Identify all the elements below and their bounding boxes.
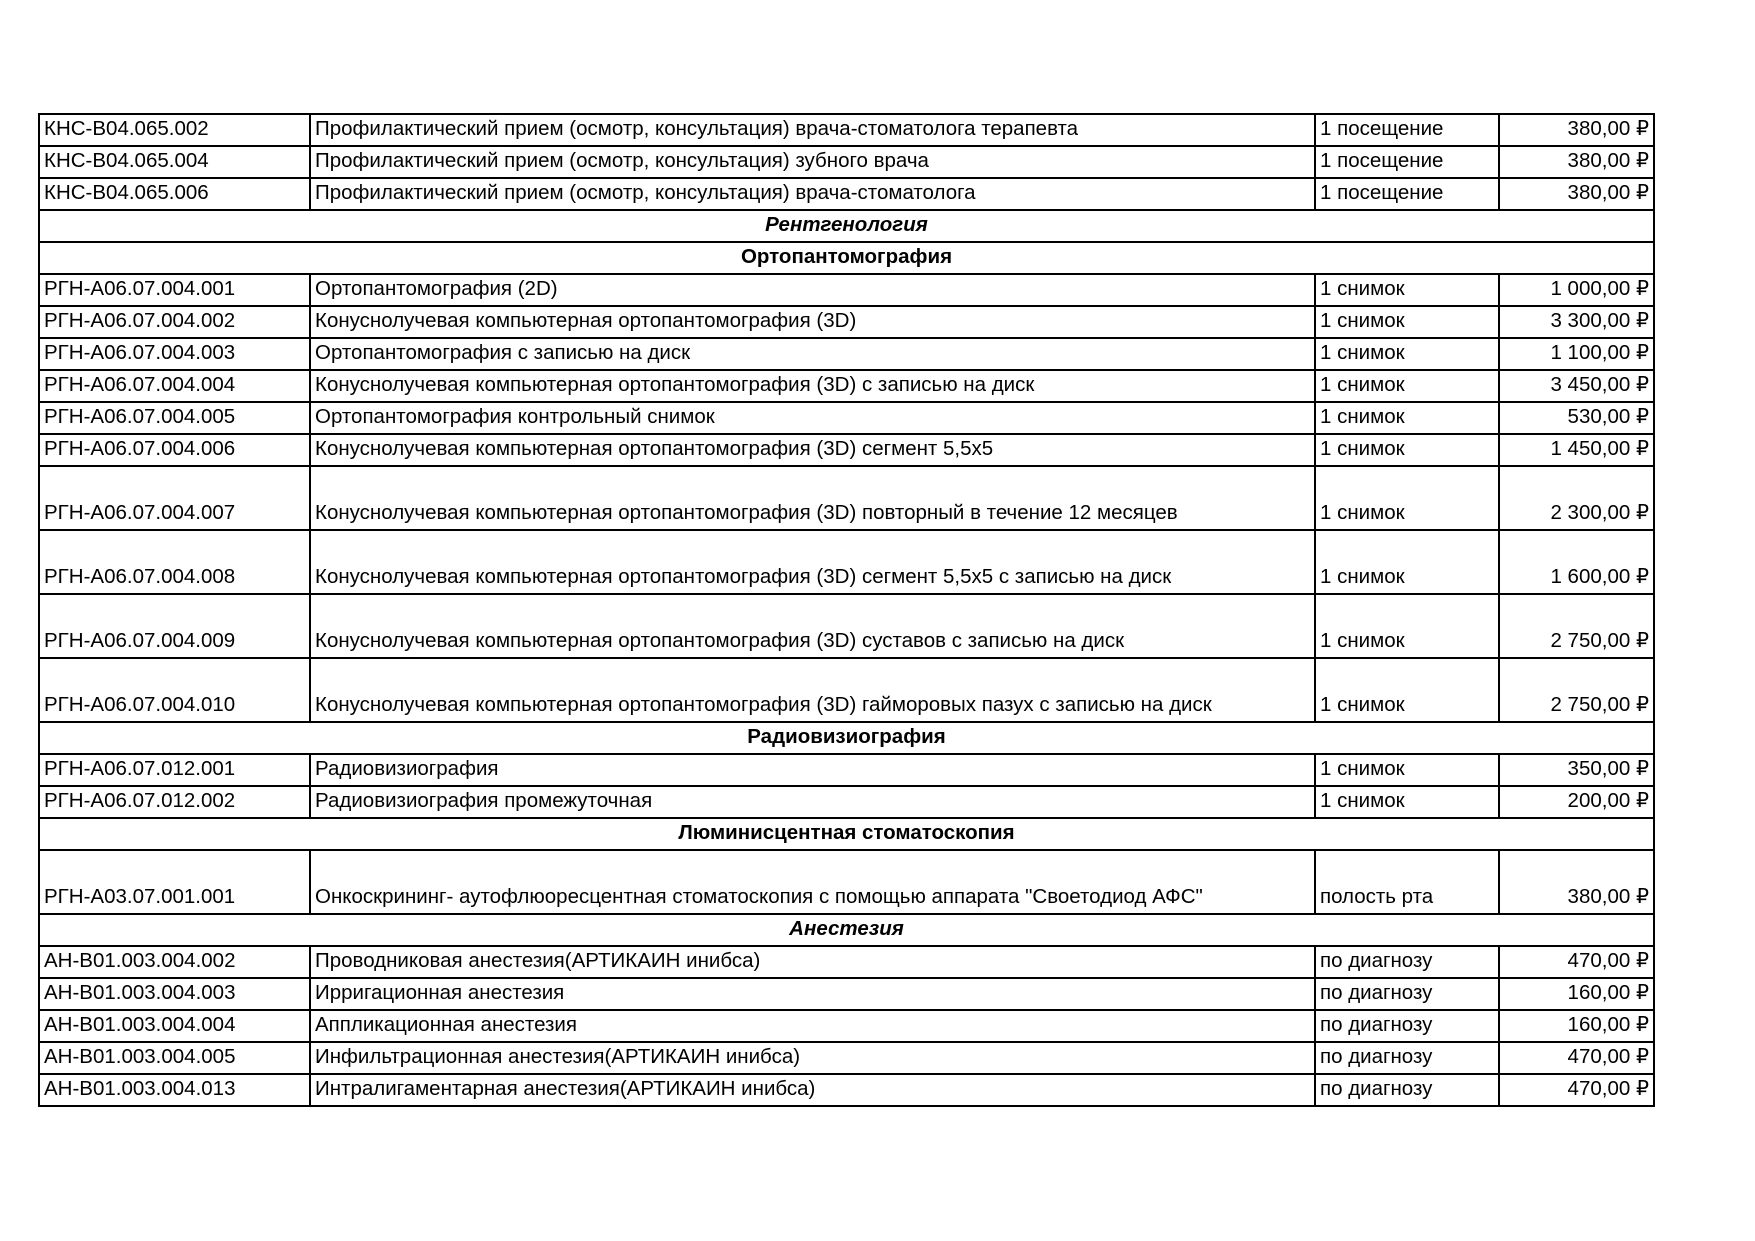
- service-code: РГН-A03.07.001.001: [39, 850, 310, 914]
- service-price: 160,00 ₽: [1499, 978, 1654, 1010]
- service-price: 470,00 ₽: [1499, 1074, 1654, 1106]
- service-row: [39, 306, 1654, 338]
- service-price: 160,00 ₽: [1499, 1010, 1654, 1042]
- service-code: РГН-A06.07.004.002: [39, 306, 310, 338]
- section-title: Анестезия: [39, 914, 1654, 946]
- service-row: [39, 786, 1654, 818]
- service-row: [39, 946, 1654, 978]
- service-code: АН-B01.003.004.002: [39, 946, 310, 978]
- section-title: Люминисцентная стоматоскопия: [39, 818, 1654, 850]
- service-row: [39, 1010, 1654, 1042]
- service-name: Ирригационная анестезия: [310, 978, 1315, 1010]
- section-header-row: [39, 722, 1654, 754]
- service-unit: 1 снимок: [1315, 786, 1499, 818]
- service-name: Профилактический прием (осмотр, консультация) врача-стоматолога терапевта: [310, 114, 1315, 146]
- service-unit: 1 снимок: [1315, 434, 1499, 466]
- service-row: [39, 530, 1654, 594]
- service-code: АН-B01.003.004.003: [39, 978, 310, 1010]
- service-row: [39, 370, 1654, 402]
- service-name: Ортопантомография контрольный снимок: [310, 402, 1315, 434]
- service-code: РГН-A06.07.004.004: [39, 370, 310, 402]
- service-code: РГН-A06.07.004.008: [39, 530, 310, 594]
- service-unit: 1 снимок: [1315, 402, 1499, 434]
- service-code: РГН-A06.07.004.001: [39, 274, 310, 306]
- service-name: Инфильтрационная анестезия(АРТИКАИН инибса): [310, 1042, 1315, 1074]
- service-name: Конуснолучевая компьютерная ортопантомография (3D): [310, 306, 1315, 338]
- service-code: РГН-A06.07.012.002: [39, 786, 310, 818]
- service-name: Интралигаментарная анестезия(АРТИКАИН инибса): [310, 1074, 1315, 1106]
- service-price: 1 450,00 ₽: [1499, 434, 1654, 466]
- service-name: Ортопантомография (2D): [310, 274, 1315, 306]
- service-code: КНС-B04.065.004: [39, 146, 310, 178]
- service-unit: по диагнозу: [1315, 1010, 1499, 1042]
- service-row: [39, 274, 1654, 306]
- service-code: РГН-A06.07.004.007: [39, 466, 310, 530]
- section-title: Радиовизиография: [39, 722, 1654, 754]
- service-row: [39, 1042, 1654, 1074]
- service-name: Профилактический прием (осмотр, консультация) врача-стоматолога: [310, 178, 1315, 210]
- service-name: Конуснолучевая компьютерная ортопантомография (3D) с записью на диск: [310, 370, 1315, 402]
- service-price: 350,00 ₽: [1499, 754, 1654, 786]
- service-code: АН-B01.003.004.004: [39, 1010, 310, 1042]
- service-row: [39, 978, 1654, 1010]
- service-price: 380,00 ₽: [1499, 146, 1654, 178]
- service-row: [39, 594, 1654, 658]
- service-price: 1 600,00 ₽: [1499, 530, 1654, 594]
- service-unit: 1 снимок: [1315, 370, 1499, 402]
- price-list-table: [38, 113, 1655, 1107]
- service-price: 3 300,00 ₽: [1499, 306, 1654, 338]
- service-unit: 1 снимок: [1315, 754, 1499, 786]
- service-price: 200,00 ₽: [1499, 786, 1654, 818]
- service-name: Ортопантомография с записью на диск: [310, 338, 1315, 370]
- service-unit: 1 снимок: [1315, 338, 1499, 370]
- section-header-row: [39, 914, 1654, 946]
- service-unit: полость рта: [1315, 850, 1499, 914]
- service-row: [39, 754, 1654, 786]
- service-unit: по диагнозу: [1315, 978, 1499, 1010]
- service-name: Радиовизиография: [310, 754, 1315, 786]
- section-header-row: [39, 818, 1654, 850]
- service-name: Радиовизиография промежуточная: [310, 786, 1315, 818]
- service-price: 470,00 ₽: [1499, 946, 1654, 978]
- service-unit: 1 посещение: [1315, 114, 1499, 146]
- service-price: 2 750,00 ₽: [1499, 658, 1654, 722]
- service-name: Конуснолучевая компьютерная ортопантомография (3D) суставов с записью на диск: [310, 594, 1315, 658]
- service-row: [39, 850, 1654, 914]
- service-unit: по диагнозу: [1315, 946, 1499, 978]
- section-title: Рентгенология: [39, 210, 1654, 242]
- service-name: Проводниковая анестезия(АРТИКАИН инибса): [310, 946, 1315, 978]
- service-row: [39, 658, 1654, 722]
- service-name: Конуснолучевая компьютерная ортопантомография (3D) сегмент 5,5х5 с записью на диск: [310, 530, 1315, 594]
- service-row: [39, 338, 1654, 370]
- service-price: 1 100,00 ₽: [1499, 338, 1654, 370]
- service-code: РГН-A06.07.004.009: [39, 594, 310, 658]
- service-name: Онкоскрининг- аутофлюоресцентная стоматоскопия с помощью аппарата "Своетодиод АФС": [310, 850, 1315, 914]
- service-price: 2 300,00 ₽: [1499, 466, 1654, 530]
- service-code: РГН-A06.07.004.006: [39, 434, 310, 466]
- service-unit: 1 снимок: [1315, 530, 1499, 594]
- service-row: [39, 114, 1654, 146]
- service-unit: 1 снимок: [1315, 594, 1499, 658]
- service-code: РГН-A06.07.004.005: [39, 402, 310, 434]
- service-price: 530,00 ₽: [1499, 402, 1654, 434]
- service-unit: 1 посещение: [1315, 178, 1499, 210]
- service-price: 470,00 ₽: [1499, 1042, 1654, 1074]
- service-code: РГН-A06.07.012.001: [39, 754, 310, 786]
- service-code: КНС-B04.065.006: [39, 178, 310, 210]
- service-code: АН-B01.003.004.013: [39, 1074, 310, 1106]
- section-title: Ортопантомография: [39, 242, 1654, 274]
- service-name: Конуснолучевая компьютерная ортопантомография (3D) гайморовых пазух с записью на диск: [310, 658, 1315, 722]
- service-code: РГН-A06.07.004.010: [39, 658, 310, 722]
- service-name: Аппликационная анестезия: [310, 1010, 1315, 1042]
- service-price: 1 000,00 ₽: [1499, 274, 1654, 306]
- service-name: Конуснолучевая компьютерная ортопантомография (3D) сегмент 5,5х5: [310, 434, 1315, 466]
- service-name: Конуснолучевая компьютерная ортопантомография (3D) повторный в течение 12 месяцев: [310, 466, 1315, 530]
- service-code: РГН-A06.07.004.003: [39, 338, 310, 370]
- service-price: 2 750,00 ₽: [1499, 594, 1654, 658]
- service-unit: 1 снимок: [1315, 466, 1499, 530]
- service-name: Профилактический прием (осмотр, консультация) зубного врача: [310, 146, 1315, 178]
- service-price: 3 450,00 ₽: [1499, 370, 1654, 402]
- service-unit: по диагнозу: [1315, 1074, 1499, 1106]
- service-row: [39, 466, 1654, 530]
- service-code: АН-B01.003.004.005: [39, 1042, 310, 1074]
- service-unit: 1 снимок: [1315, 274, 1499, 306]
- service-row: [39, 1074, 1654, 1106]
- service-row: [39, 146, 1654, 178]
- service-unit: по диагнозу: [1315, 1042, 1499, 1074]
- service-unit: 1 снимок: [1315, 658, 1499, 722]
- service-price: 380,00 ₽: [1499, 178, 1654, 210]
- service-row: [39, 434, 1654, 466]
- service-row: [39, 402, 1654, 434]
- service-unit: 1 снимок: [1315, 306, 1499, 338]
- service-price: 380,00 ₽: [1499, 850, 1654, 914]
- price-list-body: [39, 114, 1654, 1106]
- section-header-row: [39, 242, 1654, 274]
- section-header-row: [39, 210, 1654, 242]
- service-price: 380,00 ₽: [1499, 114, 1654, 146]
- service-code: КНС-B04.065.002: [39, 114, 310, 146]
- service-unit: 1 посещение: [1315, 146, 1499, 178]
- service-row: [39, 178, 1654, 210]
